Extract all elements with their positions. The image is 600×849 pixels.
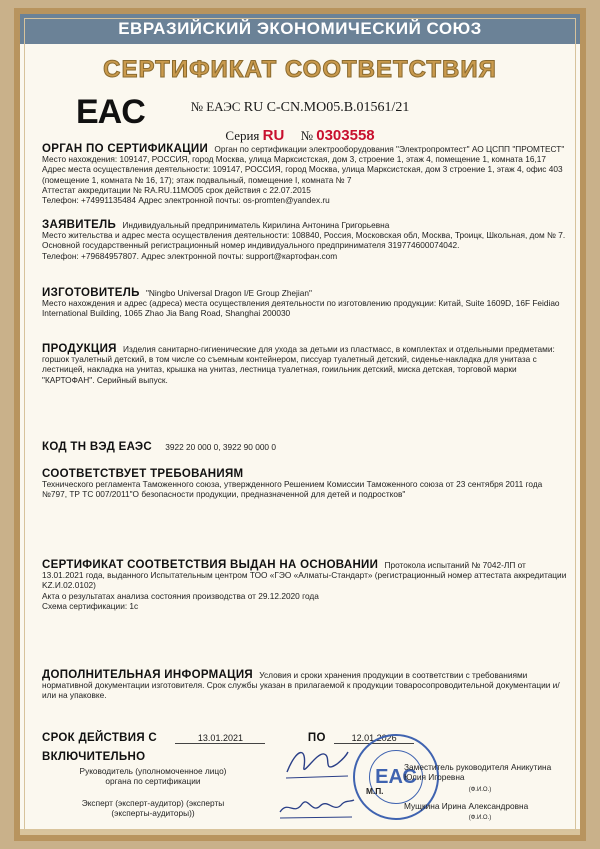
requirements-text: Технического регламента Таможенного союза, утвержденного Решением Комиссии Таможенного союза от 23 сентября 2011 года №797, ТР ТС 007/2011"О безопасности продукции, предназначенной для детей и подростков" <box>42 479 543 500</box>
fio-label-1: (Ф.И.О.) <box>468 787 492 793</box>
code-section <box>42 442 567 452</box>
fio-label-2: (Ф.И.О.) <box>468 815 492 821</box>
union-banner: ЕВРАЗИЙСКИЙ ЭКОНОМИЧЕСКИЙ СОЮЗ <box>20 14 580 44</box>
basis-section <box>42 560 567 611</box>
applicant-contacts: Телефон: +79684957807. Адрес электронной почты: support@картофан.com <box>42 250 338 261</box>
footer-strip <box>20 829 580 835</box>
number-label: № ЕАЭС <box>190 99 241 114</box>
extra-section <box>42 670 567 701</box>
serial-label: № <box>300 128 313 143</box>
serial-value: 0303558 <box>316 127 375 144</box>
applicant-name: Индивидуальный предприниматель Кирилина Антонина Григорьевна <box>122 220 390 230</box>
validity-from: 13.01.2021 <box>175 733 265 744</box>
head-signature <box>282 742 352 782</box>
validity-heading: СРОК ДЕЙСТВИЯ С <box>42 732 157 744</box>
organ-location: Место нахождения: 109147, РОССИЯ, город Москва, улица Марксистская, дом 3, строение 1, этаж 4, помещение 1, комната 16,17 <box>42 154 546 165</box>
validity-to: 12.01.2026 <box>334 733 414 744</box>
mp-label: М.П. <box>366 786 384 796</box>
certificate-frame <box>14 8 586 841</box>
series-label: Серия <box>225 128 260 143</box>
stamp-eac-mark: ЕАС <box>369 750 423 804</box>
requirements-section <box>42 469 567 500</box>
code-value: 3922 20 000 0, 3922 90 000 0 <box>165 442 276 452</box>
validity-inclusive: ВКЛЮЧИТЕЛЬНО <box>42 751 146 763</box>
organ-accreditation: Аттестат аккредитации № RA.RU.11MO05 срок действия с 22.07.2015 <box>42 184 311 195</box>
expert-name: Мущкина Ирина Александровна <box>404 801 529 811</box>
basis-heading: СЕРТИФИКАТ СООТВЕТСТВИЯ ВЫДАН НА ОСНОВАНИИ <box>42 559 379 571</box>
basis-text2: Акта о результатах анализа состояния производства от 29.12.2020 года <box>42 590 319 601</box>
product-heading: ПРОДУКЦИЯ <box>42 343 117 355</box>
applicant-reg-number: Основной государственный регистрационный номер индивидуального предпринимателя 319774600074042. <box>42 240 460 251</box>
manufacturer-heading: ИЗГОТОВИТЕЛЬ <box>42 287 140 299</box>
basis-text1: Протокола испытаний № 7042-ЛП от 13.01.2021 года, выданного Испытательным центром ТОО «ГЭО «Алматы-Стандарт» (регистрационный номер аттестата аккредитации KZ.И.02.0102) <box>42 560 567 591</box>
product-section <box>42 344 567 385</box>
expert-label: Эксперт (эксперт-аудитор) (эксперты (эксперты-аудиторы)) <box>81 798 225 818</box>
organ-heading: ОРГАН ПО СЕРТИФИКАЦИИ <box>42 143 209 155</box>
basis-text3: Схема сертификации: 1с <box>42 600 139 611</box>
head-name: Заместитель руководителя Аникутина Юлия Игоревна <box>404 762 552 782</box>
code-heading: КОД ТН ВЭД ЕАЭС <box>42 441 152 453</box>
organ-contacts: Телефон: +74991135484 Адрес электронной почты: os-promten@yandex.ru <box>42 195 330 206</box>
validity-to-label: ПО <box>307 732 326 744</box>
certificate-number-line <box>20 99 580 116</box>
requirements-heading: СООТВЕТСТВУЕТ ТРЕБОВАНИЯМ <box>42 468 244 480</box>
series-line <box>20 127 580 144</box>
extra-text: Условия и сроки хранения продукции в соответствии с требованиями нормативной документации изготовителя. Срок службы указан в прилагаемой к продукции товаросопроводительной документации и/или на упаковке. <box>42 670 560 701</box>
head-label: Руководитель (уполномоченное лицо) органа по сертификации <box>79 766 227 786</box>
applicant-heading: ЗАЯВИТЕЛЬ <box>42 219 117 231</box>
expert-signature <box>276 792 356 822</box>
organ-section <box>42 144 567 205</box>
applicant-section <box>42 220 567 261</box>
eac-logo: EAC <box>76 93 145 131</box>
manufacturer-name: "Ningbo Universal Dragon I/E Group Zhejian" <box>145 288 312 298</box>
manufacturer-address: Место нахождения и адрес (адреса) места осуществления деятельности по изготовлению продукции: Китай, Suite 1609D, 16F Feidiao International Building, 1065 Zhao Jia Bang Road, Shanghai 200030 <box>42 298 560 319</box>
organ-activity-address: Адрес места осуществления деятельности: 109147, РОССИЯ, город Москва, улица Марксистская, дом 3 строение 1, этаж 4, офис 403 (помещение 1, комната № 16, 17); этаж подвальный, помещение I, комната № 7 <box>42 164 563 185</box>
organ-name: Орган по сертификации электрооборудования "Электропромтест" АО ЦСПП "ПРОМТЕСТ" <box>214 144 565 154</box>
number-value: RU C-CN.MO05.B.01561/21 <box>243 100 410 115</box>
product-text: Изделия санитарно-гигиенические для ухода за детьми из пластмасс, в комплектах и отдельными предметами: горшок туалетный детский, в том числе со съемным контейнером, писсуар туалетный детский, сиденье-накладка для унитаза с лестницей, накладка на унитаз, крышка на унитаз, лестница туалетная, гоиильник детский, миска детская, торговой марки "КАРТОФАН". Серийный выпуск. <box>42 344 555 385</box>
certificate-title: СЕРТИФИКАТ СООТВЕТСТВИЯ <box>103 56 497 83</box>
applicant-address: Место жительства и адрес места осуществления деятельности: 108840, Россия, Московская обл, Москва, Троицк, Школьная, дом № 7. <box>42 230 566 241</box>
extra-heading: ДОПОЛНИТЕЛЬНАЯ ИНФОРМАЦИЯ <box>42 669 253 681</box>
manufacturer-section <box>42 288 567 319</box>
series-value: RU <box>262 127 285 144</box>
